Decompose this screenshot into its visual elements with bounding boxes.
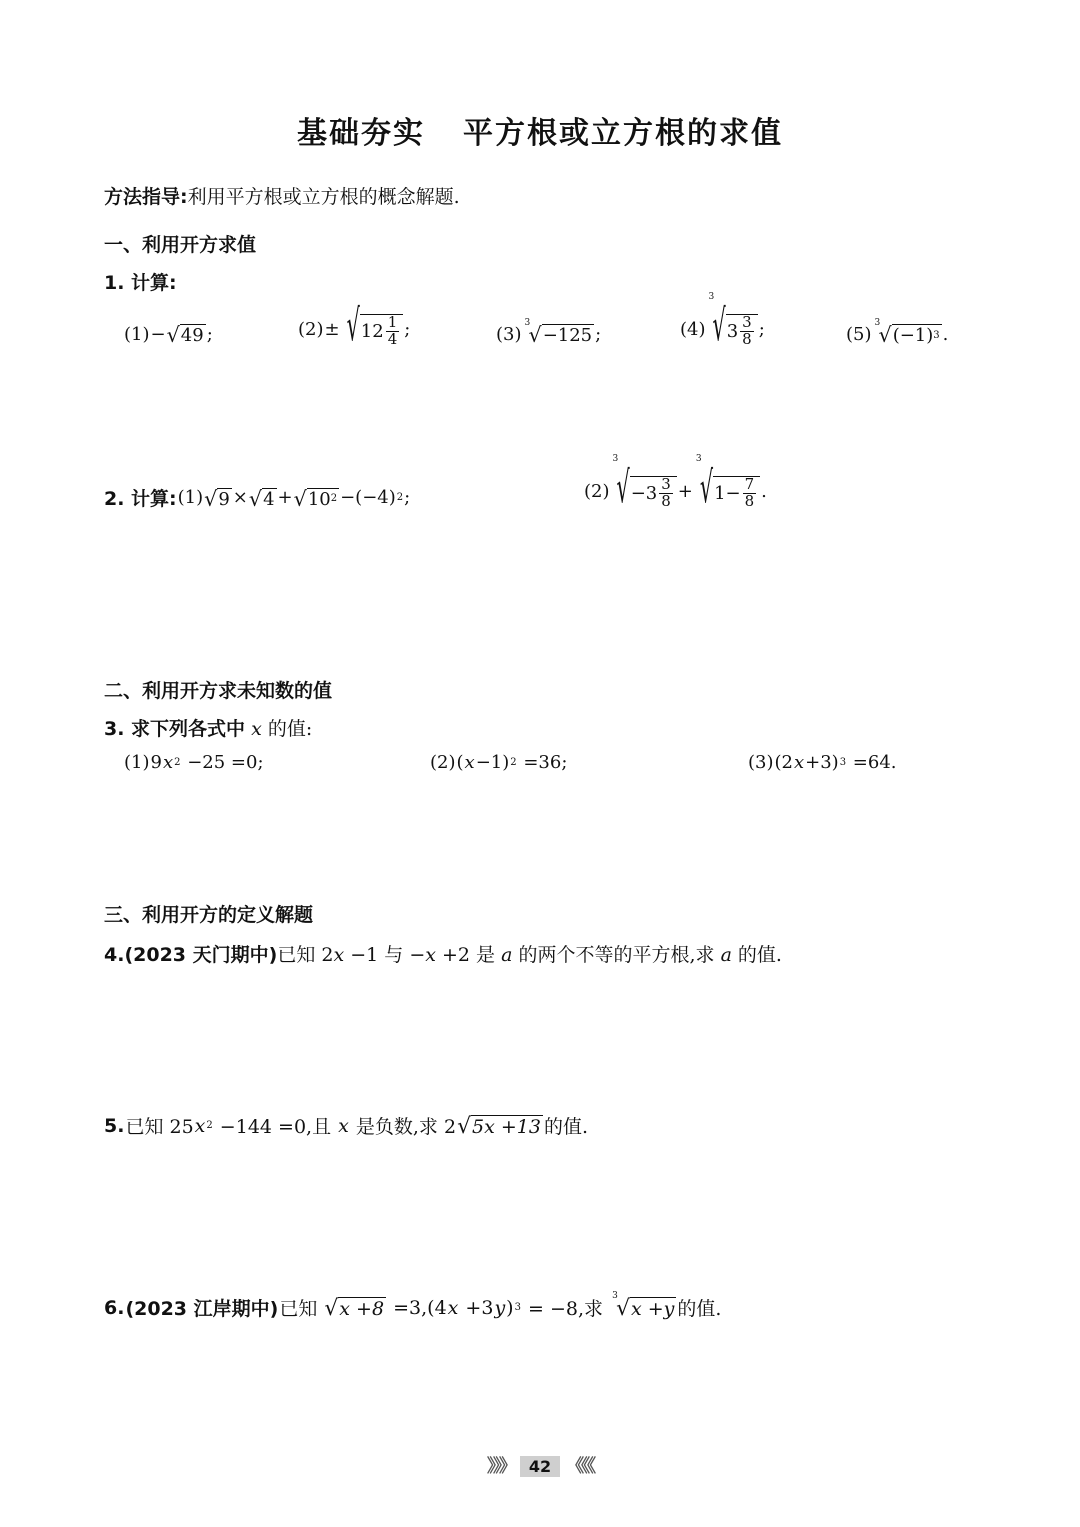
section-1-heading: 一、利用开方求值 xyxy=(104,234,257,256)
q6-t6: 的值. xyxy=(677,1298,722,1320)
q1-3-index: 3 xyxy=(524,318,531,328)
q1-4-num: 3 xyxy=(742,313,752,331)
q3-item-2: (2) ( x −1) 2 =36; xyxy=(430,752,568,773)
left-arrows-icon: 》》》 xyxy=(486,1456,514,1477)
sqrt-x-plus-8: √ x +8 xyxy=(324,1296,385,1322)
q2-2-end: . xyxy=(761,481,767,503)
q1-3-end: ; xyxy=(595,323,602,345)
q2-2-b-num: 7 xyxy=(744,475,755,493)
q3-2-no: (2) xyxy=(430,752,456,773)
method-label: 方法指导: xyxy=(104,186,188,208)
q3-2-rest: =36; xyxy=(517,752,568,773)
sqrt-10-squared: √ 10 2 xyxy=(293,486,338,511)
q5-v2: x xyxy=(338,1114,349,1137)
page-number-footer xyxy=(0,1452,1080,1478)
q3-label-text: 3. 求下列各式中 xyxy=(104,718,246,740)
cbrt-neg1-cubed: 3 √ (−1) 3 xyxy=(874,318,940,348)
q2-1-r2: 4 xyxy=(263,488,275,510)
q1-1-no: (1) xyxy=(124,323,150,345)
q5-t4: 的值. xyxy=(543,1116,588,1138)
q3-3-rest: =64. xyxy=(847,752,897,773)
q5-t1: 已知 25 xyxy=(125,1116,194,1138)
q5-radicand: 5x +13 xyxy=(471,1116,541,1138)
q6-radicand-1: x +8 xyxy=(339,1298,385,1320)
q1-1-end: ; xyxy=(206,323,213,345)
cbrt-3-3-8: 3 √ 3 $\frac{3}{8}$ xyxy=(713,312,758,348)
q3-2-a: ( xyxy=(456,752,464,773)
q2-part-2 xyxy=(584,454,768,513)
q1-label xyxy=(104,268,177,295)
q1-5-no: (5) xyxy=(846,323,872,345)
sqrt-5x-plus-13: √ 5x +13 xyxy=(457,1114,541,1140)
q2-1-r1: 9 xyxy=(218,488,230,510)
q4-t4: 的两个不等的平方根,求 xyxy=(512,944,721,966)
q1-2-whole: 12 xyxy=(360,320,384,342)
method-guide xyxy=(104,182,460,209)
q3-1-a: 9 xyxy=(150,752,162,773)
q2-2-a-num: 3 xyxy=(661,475,671,493)
q3-2-var: x xyxy=(464,752,475,773)
q3-label-end: 的值: xyxy=(267,718,313,740)
q1-item-3 xyxy=(496,318,602,348)
q2-1-plus: + xyxy=(277,487,293,508)
q5-no: 5. xyxy=(104,1114,125,1137)
q2-2-index-b: 3 xyxy=(695,454,702,464)
q2-label: 2. 计算: xyxy=(104,488,177,510)
cbrt-neg-3-3-8: 3 √ −3 $\frac{3}{8}$ xyxy=(617,474,677,510)
q6-source: (2023 江岸期中) xyxy=(125,1298,279,1320)
q6-t3: +3 xyxy=(459,1296,494,1319)
section-3-heading: 三、利用开方的定义解题 xyxy=(104,904,314,926)
q6-t5: = −8,求 xyxy=(521,1298,610,1320)
q6-radicand-2: x +y xyxy=(630,1298,675,1320)
sqrt-9: √ 9 xyxy=(204,486,230,511)
q1-2-end: ; xyxy=(404,319,411,341)
q4-no: 4. xyxy=(104,944,125,966)
q1-5-index: 3 xyxy=(874,318,881,328)
q5-t3: 是负数,求 2 xyxy=(349,1116,457,1138)
q2-1-r3: 10 xyxy=(307,488,331,510)
q3-item-1: (1) 9 x 2 −25 =0; xyxy=(124,752,264,773)
q3-3-no: (3) xyxy=(748,752,774,773)
title-left: 基础夯实 xyxy=(297,116,425,151)
q1-4-whole: 3 xyxy=(726,320,739,342)
q1-2-den: 4 xyxy=(387,329,398,348)
cbrt-neg-125: 3 √ −125 xyxy=(524,318,593,348)
sqrt-49: √ 49 xyxy=(166,323,204,348)
q1-3-no: (3) xyxy=(496,323,522,345)
q4-v1: x xyxy=(333,944,345,966)
q2-2-b-den: 8 xyxy=(744,491,755,510)
q6-t2: =3,(4 xyxy=(387,1296,447,1319)
q6-v2: y xyxy=(494,1296,506,1319)
q1-label-text: 1. 计算: xyxy=(104,272,177,294)
q1-item-5 xyxy=(846,318,949,348)
q3-2-mid: −1) xyxy=(475,752,510,773)
q2-1-end: ; xyxy=(404,487,411,508)
q2-2-b-fraction xyxy=(743,477,757,510)
q6-index: 3 xyxy=(612,1291,618,1301)
q2-2-a-fraction xyxy=(659,477,673,510)
q1-4-fraction xyxy=(740,315,754,348)
cbrt-x-plus-y: 3 √ x +y xyxy=(612,1291,675,1322)
q4-t2: −1 与 − xyxy=(344,944,426,966)
q2-1-times: × xyxy=(232,487,248,508)
page-number: 42 xyxy=(520,1456,560,1477)
title-right: 平方根或立方根的求值 xyxy=(463,116,783,151)
q2-2-b-one: 1− xyxy=(714,482,741,504)
q1-4-index: 3 xyxy=(708,292,715,302)
q6-no: 6. xyxy=(104,1296,125,1319)
sqrt-12-1-4: √ 12 $\frac{1}{4}$ xyxy=(347,312,404,348)
q1-1-sign: − xyxy=(150,323,166,345)
q2-part-1: 2. 计算: (1) √ 9 × √ 4 + √ 10 2 −(−4) 2 ; xyxy=(104,484,411,511)
q6-t4: ) xyxy=(506,1296,514,1319)
page-title xyxy=(0,108,1080,152)
q1-3-radicand: −125 xyxy=(542,325,593,346)
q5-v1: x xyxy=(194,1114,206,1137)
q3-item-3: (3) (2 x +3) 3 =64. xyxy=(748,752,897,773)
q1-5-radicand: (−1) xyxy=(892,325,934,346)
q1-1-radicand: 49 xyxy=(180,325,204,346)
q1-2-sign: ± xyxy=(324,319,340,341)
q1-4-den: 8 xyxy=(742,329,752,348)
q1-4-end: ; xyxy=(758,319,765,341)
q1-5-end: . xyxy=(942,323,949,345)
q6: 6. (2023 江岸期中) 已知 √ x +8 =3,(4 x +3 y ) 3 = −8,求 3 √ x +y 的值. xyxy=(104,1291,722,1322)
cbrt-1-minus-7-8: 3 √ 1− $\frac{7}{8}$ xyxy=(700,474,760,510)
q4-v2: x xyxy=(425,944,436,966)
q6-v1: x xyxy=(447,1296,459,1319)
q5-t2: −144 =0,且 xyxy=(213,1116,338,1138)
q2-1-no: (1) xyxy=(177,487,204,508)
q4-source: (2023 天门期中) xyxy=(124,944,278,966)
q3-var: x xyxy=(251,718,262,740)
q3-1-rest: −25 =0; xyxy=(181,752,264,773)
q1-item-2 xyxy=(298,299,411,351)
q4-t1: 已知 2 xyxy=(277,944,334,966)
method-text: 利用平方根或立方根的概念解题. xyxy=(187,186,460,208)
sqrt-4: √ 4 xyxy=(248,486,275,511)
q1-2-no: (2) xyxy=(298,319,324,341)
q2-2-no: (2) xyxy=(584,481,610,503)
q3-3-var: x xyxy=(793,752,805,773)
q3-3-mid: +3) xyxy=(805,752,839,773)
q1-item-4 xyxy=(680,292,766,351)
q4-t5: 的值. xyxy=(731,944,782,966)
q4-v3: a xyxy=(501,944,513,966)
q3-label xyxy=(104,714,312,741)
q2-2-a-den: 8 xyxy=(661,491,671,510)
q1-2-num: 1 xyxy=(387,313,398,331)
q3-3-a: (2 xyxy=(774,752,793,773)
q2-2-index-a: 3 xyxy=(612,454,619,464)
q3-1-var: x xyxy=(162,752,174,773)
q1-item-1 xyxy=(124,322,214,346)
q1-2-fraction xyxy=(386,315,400,348)
q3-1-no: (1) xyxy=(124,752,150,773)
q1-4-no: (4) xyxy=(680,319,706,341)
right-arrows-icon: 《《《 xyxy=(566,1456,594,1477)
section-2-heading: 二、利用开方求未知数的值 xyxy=(104,680,333,702)
q2-2-plus: + xyxy=(677,481,693,503)
q4-v4: a xyxy=(720,944,732,966)
q4 xyxy=(104,940,782,967)
q6-t1: 已知 xyxy=(279,1298,324,1320)
q5: 5. 已知 25 x 2 −144 =0,且 x 是负数,求 2 √ 5x +13 的值. xyxy=(104,1112,589,1139)
q2-2-a-whole: −3 xyxy=(630,482,658,504)
q2-1-rest: −(−4) xyxy=(340,487,396,508)
q4-t3: +2 是 xyxy=(435,944,502,966)
